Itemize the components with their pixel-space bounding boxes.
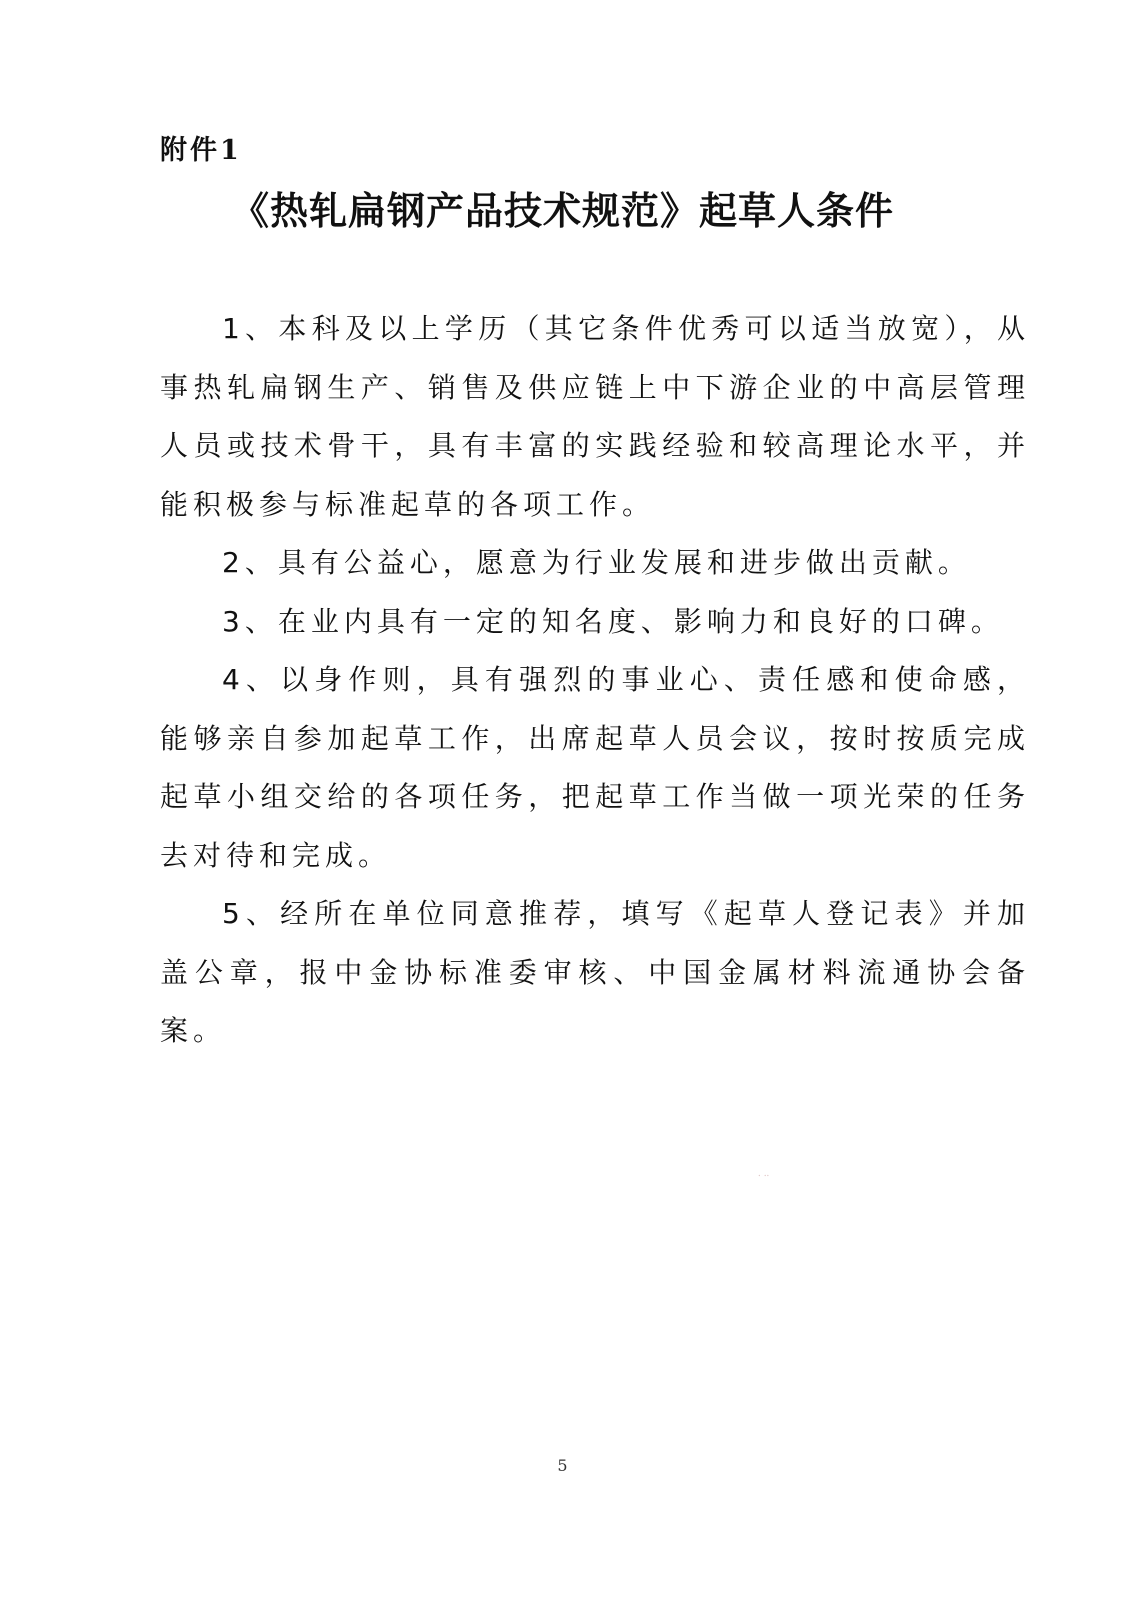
requirement-paragraph-3: 3、在业内具有一定的知名度、影响力和良好的口碑。 (222, 604, 1004, 638)
requirement-paragraph-4: 4、以身作则，具有强烈的事业心、责任感和使命感，能够亲自参加起草工作，出席起草人员会议，按时按质完成起草小组交给的各项任务，把起草工作当做一项光荣的任务去对待和完成。 (160, 663, 1030, 872)
page-number: 5 (557, 1456, 568, 1475)
scan-artifact: ⸱ ⸱⸱ (758, 1171, 770, 1182)
requirement-paragraph-2: 2、具有公益心，愿意为行业发展和进步做出贡献。 (222, 546, 971, 579)
requirement-paragraph-5: 5、经所在单位同意推荐，填写《起草人登记表》并加盖公章，报中金协标准委审核、中国金属材料流通协会备案。 (160, 897, 1030, 1047)
requirement-paragraph-1: 1、本科及以上学历（其它条件优秀可以适当放宽），从事热轧扁钢生产、销售及供应链上中下游企业的中高层管理人员或技术骨干，具有丰富的实践经验和较高理论水平，并能积极参与标准起草的各项工作。 (160, 312, 1030, 521)
attachment-label: 附件1 (160, 135, 242, 166)
document-body (160, 300, 1030, 1061)
document-title: 《热轧扁钢产品技术规范》起草人条件 (230, 189, 894, 233)
